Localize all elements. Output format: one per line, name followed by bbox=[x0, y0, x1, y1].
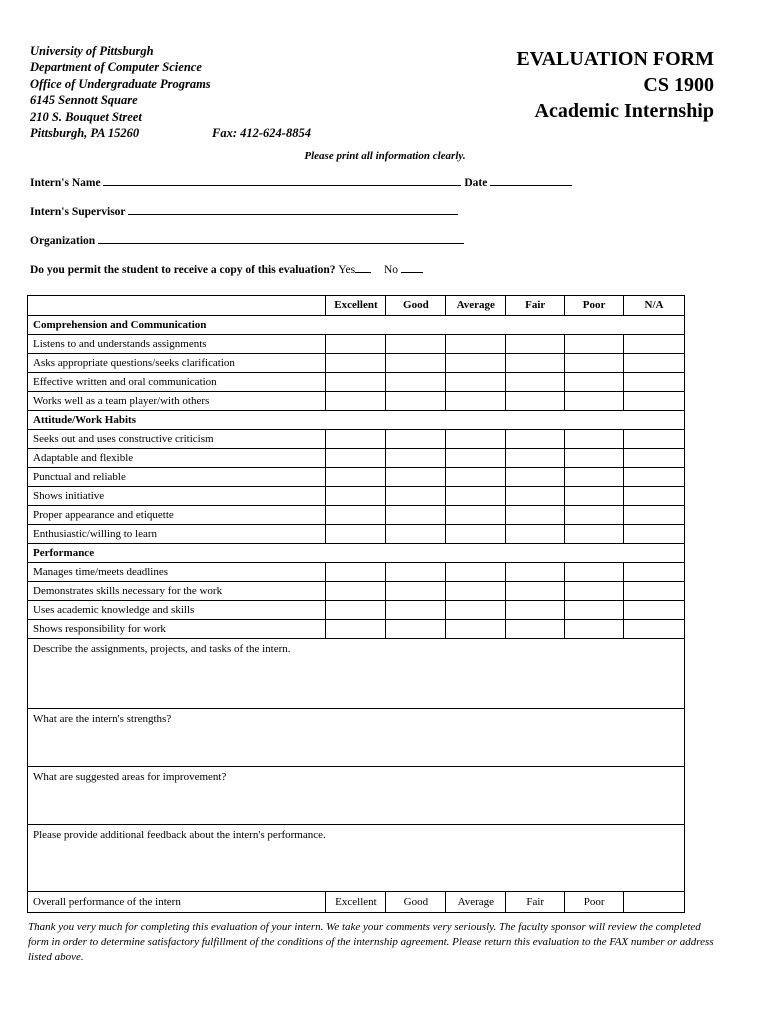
rating-cell[interactable] bbox=[506, 373, 565, 392]
criterion-label: Listens to and understands assignments bbox=[28, 335, 326, 354]
address-line: University of Pittsburgh bbox=[30, 44, 154, 58]
rating-header: Average bbox=[446, 296, 506, 316]
section-header-row bbox=[28, 544, 685, 563]
criterion-label: Proper appearance and etiquette bbox=[28, 506, 326, 525]
rating-cell[interactable] bbox=[326, 392, 386, 411]
rating-cell[interactable] bbox=[565, 430, 624, 449]
rating-cell[interactable] bbox=[386, 601, 446, 620]
overall-option[interactable]: Excellent bbox=[326, 892, 386, 913]
criterion-label: Manages time/meets deadlines bbox=[28, 563, 326, 582]
rating-cell[interactable] bbox=[386, 354, 446, 373]
rating-cell[interactable] bbox=[624, 449, 685, 468]
criterion-label: Punctual and reliable bbox=[28, 468, 326, 487]
rating-cell[interactable] bbox=[506, 430, 565, 449]
table-row bbox=[28, 335, 685, 354]
rating-cell[interactable] bbox=[446, 430, 506, 449]
rating-cell[interactable] bbox=[624, 563, 685, 582]
question-row bbox=[28, 767, 685, 825]
criterion-label: Seeks out and uses constructive criticism bbox=[28, 430, 326, 449]
rating-cell[interactable] bbox=[565, 449, 624, 468]
rating-cell[interactable] bbox=[386, 620, 446, 639]
rating-cell[interactable] bbox=[326, 430, 386, 449]
city-text: Pittsburgh, PA 15260 bbox=[30, 126, 140, 141]
question-assignments[interactable] bbox=[28, 639, 685, 709]
criterion-label: Shows responsibility for work bbox=[28, 620, 326, 639]
rating-cell[interactable] bbox=[565, 335, 624, 354]
date-label: Date bbox=[464, 177, 488, 189]
section-title: Comprehension and Communication bbox=[28, 316, 685, 335]
rating-cell[interactable] bbox=[506, 354, 565, 373]
no-field[interactable] bbox=[401, 260, 423, 273]
rating-cell[interactable] bbox=[386, 506, 446, 525]
criterion-label: Uses academic knowledge and skills bbox=[28, 601, 326, 620]
rating-cell[interactable] bbox=[386, 487, 446, 506]
rating-cell[interactable] bbox=[565, 601, 624, 620]
overall-option[interactable]: Poor bbox=[565, 892, 624, 913]
rating-cell[interactable] bbox=[624, 373, 685, 392]
criterion-label: Asks appropriate questions/seeks clarification bbox=[28, 354, 326, 373]
address-line-city bbox=[30, 125, 311, 141]
date-field[interactable] bbox=[490, 173, 572, 186]
rating-cell[interactable] bbox=[624, 354, 685, 373]
rating-cell[interactable] bbox=[386, 582, 446, 601]
table-row bbox=[28, 620, 685, 639]
table-row bbox=[28, 525, 685, 544]
fax-number: Fax: 412-624-8854 bbox=[212, 126, 311, 141]
supervisor-field[interactable] bbox=[128, 202, 458, 215]
rating-cell[interactable] bbox=[446, 487, 506, 506]
question-row bbox=[28, 825, 685, 892]
rating-cell[interactable] bbox=[446, 468, 506, 487]
rating-cell[interactable] bbox=[446, 449, 506, 468]
organization-row bbox=[30, 231, 464, 247]
rating-header-blank bbox=[28, 296, 326, 316]
intern-name-field[interactable] bbox=[103, 173, 461, 186]
rating-cell[interactable] bbox=[624, 506, 685, 525]
form-title bbox=[516, 46, 714, 124]
section-header-row bbox=[28, 411, 685, 430]
address-block bbox=[30, 43, 311, 141]
criterion-label: Enthusiastic/willing to learn bbox=[28, 525, 326, 544]
rating-cell[interactable] bbox=[326, 506, 386, 525]
rating-cell[interactable] bbox=[326, 563, 386, 582]
rating-cell[interactable] bbox=[446, 354, 506, 373]
table-row bbox=[28, 468, 685, 487]
rating-cell[interactable] bbox=[565, 563, 624, 582]
supervisor-label: Intern's Supervisor bbox=[30, 206, 126, 218]
rating-cell[interactable] bbox=[446, 582, 506, 601]
rating-cell[interactable] bbox=[624, 582, 685, 601]
question-text: What are suggested areas for improvement? bbox=[33, 771, 227, 783]
overall-row bbox=[28, 892, 685, 913]
rating-cell[interactable] bbox=[624, 392, 685, 411]
table-row bbox=[28, 430, 685, 449]
supervisor-row bbox=[30, 202, 458, 218]
intern-name-label: Intern's Name bbox=[30, 177, 101, 189]
rating-cell[interactable] bbox=[624, 430, 685, 449]
rating-cell[interactable] bbox=[624, 468, 685, 487]
question-text: Please provide additional feedback about the intern's performance. bbox=[33, 829, 326, 841]
table-row bbox=[28, 354, 685, 373]
rating-cell[interactable] bbox=[386, 525, 446, 544]
table-row bbox=[28, 582, 685, 601]
rating-cell[interactable] bbox=[506, 335, 565, 354]
question-text: Describe the assignments, projects, and tasks of the intern. bbox=[33, 643, 291, 655]
question-text: What are the intern's strengths? bbox=[33, 713, 172, 725]
rating-cell[interactable] bbox=[565, 582, 624, 601]
question-strengths[interactable] bbox=[28, 709, 685, 767]
address-line: 210 S. Bouquet Street bbox=[30, 109, 142, 124]
table-row bbox=[28, 392, 685, 411]
rating-cell[interactable] bbox=[624, 487, 685, 506]
rating-cell[interactable] bbox=[446, 335, 506, 354]
rating-cell[interactable] bbox=[446, 601, 506, 620]
overall-label: Overall performance of the intern bbox=[28, 892, 326, 913]
rating-cell[interactable] bbox=[624, 525, 685, 544]
rating-cell[interactable] bbox=[506, 506, 565, 525]
rating-cell[interactable] bbox=[326, 525, 386, 544]
rating-cell[interactable] bbox=[624, 335, 685, 354]
rating-cell[interactable] bbox=[386, 468, 446, 487]
rating-cell[interactable] bbox=[446, 392, 506, 411]
rating-cell[interactable] bbox=[326, 354, 386, 373]
rating-cell[interactable] bbox=[506, 563, 565, 582]
rating-cell[interactable] bbox=[624, 601, 685, 620]
rating-cell[interactable] bbox=[386, 373, 446, 392]
section-title: Attitude/Work Habits bbox=[28, 411, 685, 430]
form-title-line: EVALUATION FORM bbox=[516, 48, 714, 70]
rating-cell[interactable] bbox=[446, 506, 506, 525]
criterion-label: Demonstrates skills necessary for the work bbox=[28, 582, 326, 601]
rating-cell[interactable] bbox=[565, 620, 624, 639]
rating-cell[interactable] bbox=[386, 392, 446, 411]
rating-cell[interactable] bbox=[565, 373, 624, 392]
rating-cell[interactable] bbox=[326, 449, 386, 468]
rating-cell[interactable] bbox=[446, 563, 506, 582]
criterion-label: Works well as a team player/with others bbox=[28, 392, 326, 411]
address-line: 6145 Sennott Square bbox=[30, 93, 138, 108]
criterion-label: Adaptable and flexible bbox=[28, 449, 326, 468]
rating-header: Poor bbox=[565, 296, 624, 316]
table-row bbox=[28, 487, 685, 506]
rating-cell[interactable] bbox=[326, 620, 386, 639]
rating-header: N/A bbox=[624, 296, 685, 316]
address-line: Office of Undergraduate Programs bbox=[30, 76, 211, 91]
rating-cell[interactable] bbox=[506, 487, 565, 506]
rating-header-row bbox=[28, 296, 685, 316]
rating-cell[interactable] bbox=[446, 373, 506, 392]
rating-cell[interactable] bbox=[565, 525, 624, 544]
rating-cell[interactable] bbox=[506, 582, 565, 601]
rating-cell[interactable] bbox=[565, 392, 624, 411]
rating-cell[interactable] bbox=[565, 354, 624, 373]
question-improvement[interactable] bbox=[28, 767, 685, 825]
rating-header: Fair bbox=[506, 296, 565, 316]
section-header-row bbox=[28, 316, 685, 335]
evaluation-table bbox=[27, 295, 685, 913]
address-line: Department of Computer Science bbox=[30, 60, 202, 75]
rating-cell[interactable] bbox=[506, 525, 565, 544]
rating-cell[interactable] bbox=[326, 487, 386, 506]
rating-header: Good bbox=[386, 296, 446, 316]
table-row bbox=[28, 373, 685, 392]
section-title: Performance bbox=[28, 544, 685, 563]
rating-cell[interactable] bbox=[386, 335, 446, 354]
overall-option[interactable]: Good bbox=[386, 892, 446, 913]
rating-cell[interactable] bbox=[326, 468, 386, 487]
print-instructions: Please print all information clearly. bbox=[304, 150, 466, 162]
rating-cell[interactable] bbox=[386, 449, 446, 468]
course-number: CS 1900 bbox=[643, 74, 714, 96]
rating-header: Excellent bbox=[326, 296, 386, 316]
table-row bbox=[28, 449, 685, 468]
overall-option[interactable]: Fair bbox=[506, 892, 565, 913]
rating-cell[interactable] bbox=[506, 392, 565, 411]
rating-cell[interactable] bbox=[506, 449, 565, 468]
organization-field[interactable] bbox=[98, 231, 464, 244]
permit-question: Do you permit the student to receive a copy of this evaluation? bbox=[30, 264, 336, 276]
rating-cell[interactable] bbox=[386, 563, 446, 582]
organization-label: Organization bbox=[30, 235, 96, 247]
rating-cell[interactable] bbox=[506, 620, 565, 639]
rating-cell[interactable] bbox=[565, 506, 624, 525]
table-row bbox=[28, 563, 685, 582]
criterion-label: Effective written and oral communication bbox=[28, 373, 326, 392]
rating-cell[interactable] bbox=[446, 525, 506, 544]
question-row bbox=[28, 639, 685, 709]
yes-field[interactable] bbox=[355, 260, 371, 273]
rating-cell[interactable] bbox=[506, 601, 565, 620]
rating-cell[interactable] bbox=[565, 468, 624, 487]
rating-cell[interactable] bbox=[326, 582, 386, 601]
criterion-label: Shows initiative bbox=[28, 487, 326, 506]
rating-cell[interactable] bbox=[506, 468, 565, 487]
rating-cell[interactable] bbox=[446, 620, 506, 639]
rating-cell[interactable] bbox=[326, 601, 386, 620]
yes-label: Yes bbox=[338, 264, 356, 276]
intern-name-row bbox=[30, 173, 572, 189]
overall-option[interactable]: Average bbox=[446, 892, 506, 913]
no-label: No bbox=[383, 264, 399, 276]
rating-cell[interactable] bbox=[565, 487, 624, 506]
rating-cell[interactable] bbox=[624, 620, 685, 639]
permit-row bbox=[30, 260, 423, 276]
question-feedback[interactable] bbox=[28, 825, 685, 892]
table-row bbox=[28, 601, 685, 620]
question-row bbox=[28, 709, 685, 767]
table-row bbox=[28, 506, 685, 525]
rating-cell[interactable] bbox=[326, 373, 386, 392]
course-name: Academic Internship bbox=[534, 100, 714, 122]
rating-cell[interactable] bbox=[386, 430, 446, 449]
rating-cell[interactable] bbox=[326, 335, 386, 354]
footer-note: Thank you very much for completing this evaluation of your intern. We take your comments very seriously. The faculty sponsor will review the completed form in order to determine satisfactory fulfillment of the conditions of the internship agreement. Please return this evaluation to the FAX number or address listed above. bbox=[28, 921, 714, 963]
overall-empty-cell bbox=[624, 892, 685, 913]
